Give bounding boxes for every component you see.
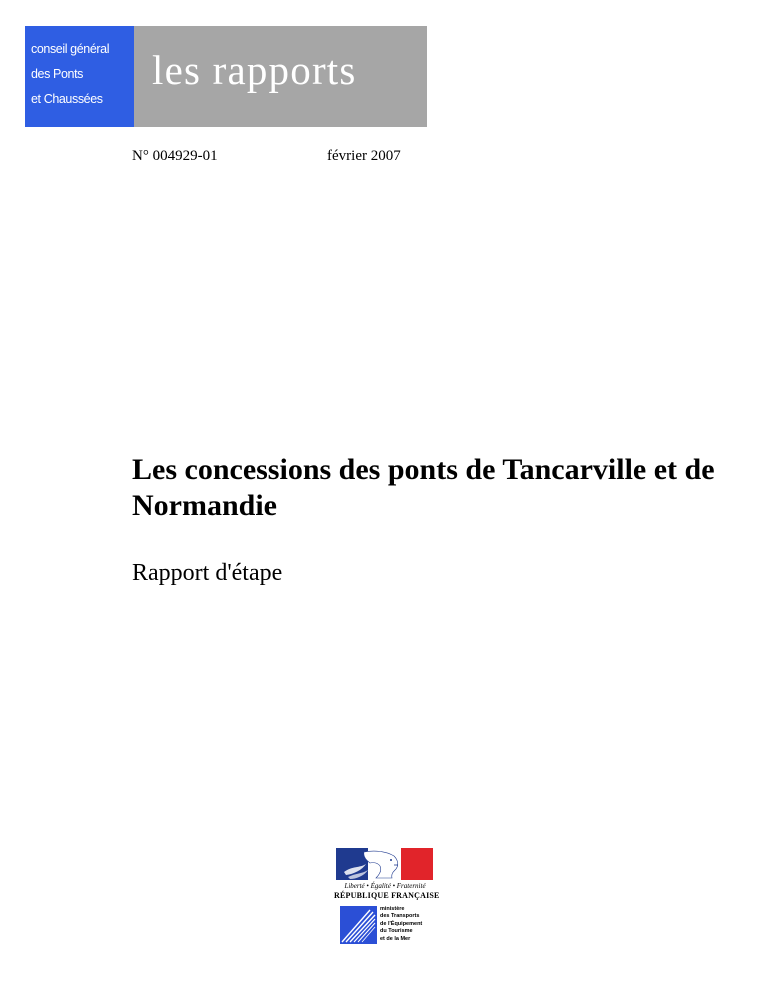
republic-name: RÉPUBLIQUE FRANÇAISE — [334, 891, 440, 900]
series-banner — [134, 26, 427, 127]
document-subtitle: Rapport d'étape — [132, 560, 283, 586]
report-date: février 2007 — [327, 148, 401, 164]
ministry-name-line: ministère — [380, 906, 405, 912]
ministry-name-line: des Transports — [380, 913, 420, 920]
organization-block — [25, 26, 134, 127]
organization-name-line-3: et Chaussées — [31, 92, 103, 106]
document-title: Les concessions des ponts de Tancarville et de Normandie — [132, 453, 715, 522]
republic-motto: Liberté • Égalité • Fraternité — [344, 882, 426, 890]
marianne-logo — [336, 848, 433, 880]
series-title: les rapports — [152, 47, 357, 93]
ministry-logo — [340, 906, 377, 944]
report-number: N° 004929-01 — [132, 148, 218, 164]
ministry-name-line: de l'Équipement — [380, 920, 423, 927]
ministry-name-line: du Tourisme — [380, 928, 413, 935]
organization-name-line-2: des Ponts — [31, 67, 83, 81]
organization-name-line-1: conseil général — [31, 42, 110, 56]
ministry-name — [380, 906, 422, 943]
ministry-name-line: et de la Mer — [380, 935, 411, 942]
